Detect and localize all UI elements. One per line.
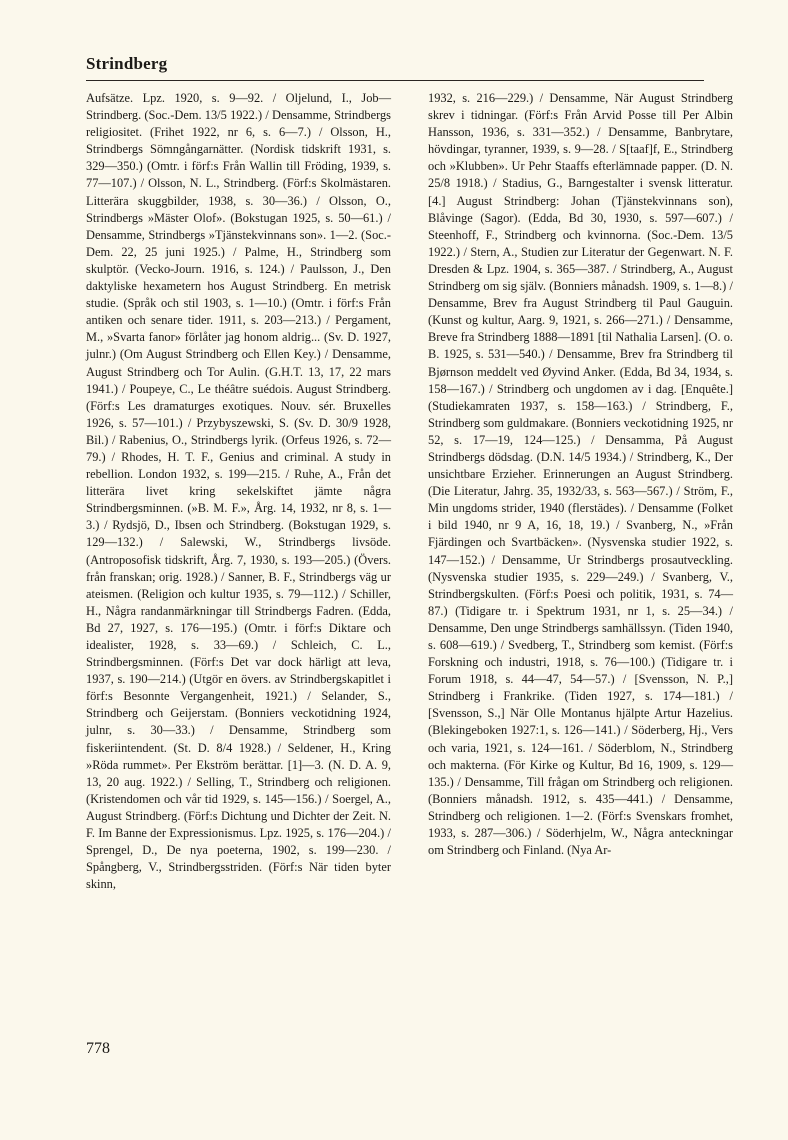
page-number: 778 [86,1040,110,1057]
left-column [86,90,391,893]
right-column-text: 1932, s. 216—229.) / Densamme, När August Strindberg skrev i tidningar. (Förf:s Från Arvid Posse till Per Albin Hansson, 1936, s. 331—352.) / Densamme, Banbrytare, hövdingar, tyranner, 1939, s. 9—28. / S[taaf]f, E., Strindberg och »Klubben». Ur Pehr Staaffs efterlämnade papper. (D. N. 25/8 1918.) / Stadius, G., Barngestalter i svensk litteratur. [4.] August Strindberg: Johan (Tjänstekvinnans son), Blåvinge (Sagor). (Edda, Bd 30, 1930, s. 597—607.) / Steenhoff, F., Strindberg och kvinnorna. (Soc.-Dem. 13/5 1922.) / Stern, A., Studien zur Literatur der Gegenwart. N. F. Dresden & Lpz. 1904, s. 365—387. / Strindberg, A., August Strindberg om sig själv. (Bonniers månadsh. 1909, s. 1—8.) / Densamme, Brev fra August Strindberg til Paul Gauguin. (Kunst og kultur, Aarg. 9, 1921, s. 266—271.) / Densamme, Breve fra Strindberg 1888—1891 [til Nathalia Larsen]. (O. o. B. 1925, s. 531—540.) / Densamme, Brev fra Strindberg til Bjørnson meddelt ved Øyvind Anker. (Edda, Bd 34, 1934, s. 158—167.) / Strindberg och ungdomen av i dag. [Enquête.] (Studiekamraten 1937, s. 158—163.) / Strindberg, F., Strindberg som guldmakare. (Bonniers veckotidning 1925, nr 52, s. 17—19, 124—125.) / Densamma, På August Strindbergs dödsdag. (D.N. 14/5 1934.) / Strindberg, K., Der unsichtbare Erzieher. Erinnerungen an August Strindberg. (Die Literatur, Jahrg. 35, 1932/33, s. 563—567.) / Ström, F., Min ungdoms strider, 1940 (flerstädes). / Densamme (Folket i bild 1940, nr 9 A, 16, 18, 19.) / Svanberg, N., »Från Fjärdingen och Svartbäcken». (Nysvenska studier 1922, s. 147—152.) / Densamme, Ur Strindbergs prosautveckling. (Nysvenska studier 1935, s. 229—249.) / Svanberg, V., Strindbergskulten. (Förf:s Poesi och politik, 1931, s. 74—87.) (Tidigare tr. i Spektrum 1931, nr 1, s. 25—34.) / Densamme, Den unge Strindbergs samhällssyn. (Tiden 1940, s. 608—619.) / Svedberg, T., Strindberg som kemist. (Förf:s Forskning och industri, 1918, s. 76—100.) (Tidigare tr. i Forum 1918, s. 44—47, 54—57.) / [Svensson, N. P.,] Strindberg i Frankrike. (Tiden 1927, s. 174—181.) / [Svensson, S.,] När Olle Montanus hjälpte Artur Hazelius. (Blekingeboken 1927:1, s. 126—141.) / Söderberg, Hj., Vers och varia, 1921, s. 124—161. / Söderblom, N., Strindberg och makterna. (För Kirke og Kultur, Bd 16, 1909, s. 129—135.) / Densamme, Till frågan om Strindberg och religionen. (Bonniers månadsh. 1912, s. 435—441.) / Densamme, Strindberg och religionen. 1—2. (Förf:s Svenskars fromhet, 1933, s. 287—306.) / Söderhjelm, W., Några anteckningar om Strindberg och Finland. (Nya Ar- [428,91,733,858]
right-column [428,90,733,859]
running-head: Strindberg [86,54,168,73]
left-column-text: Aufsätze. Lpz. 1920, s. 9—92. / Oljelund, I., Job—Strindberg. (Soc.-Dem. 13/5 1922.) / Densamme, Strindbergs religiositet. (Frihet 1922, nr 6, s. 6—7.) / Olsson, H., Strindbergs Sömngångarnätter. (Nordisk tidskrift 1931, s. 329—350.) (Omtr. i förf:s Från Wallin till Fröding, 1939, s. 77—107.) / Olsson, N. L., Strindberg. (Förf:s Skolmästaren. Litterära skuggbilder, 1938, s. 30—36.) / Olsson, O., Strindbergs »Mäster Olof». (Bokstugan 1925, s. 50—61.) / Densamme, Strindbergs »Tjänstekvinnans son». 1—2. (Soc.-Dem. 22, 25 juni 1925.) / Palme, H., Strindberg som skulptör. (Vecko-Journ. 1916, s. 124.) / Paulsson, J., Den daktyliske hexametern hos August Strindberg. En metrisk studie. (Språk och stil 1903, s. 1—10.) (Omtr. i förf:s Från antiken och senare tider. 1911, s. 203—213.) / Pergament, M., »Svarta fanor» förlåter jag honom aldrig... (Sv. D. 1927, julnr.) (Om August Strindberg och Ellen Key.) / Densamme, August Strindberg och Tor Aulin. (G.H.T. 13, 17, 22 mars 1941.) / Poupeye, C., Le théâtre suédois. August Strindberg. (Förf:s Les dramaturges exotiques. Nouv. sér. Bruxelles 1926, s. 57—101.) / Przybyszewski, S. (Sv. D. 30/9 1928, Bil.) / Rabenius, O., Strindbergs lyrik. (Orfeus 1926, s. 72—79.) / Rhodes, H. T. F., Genius and criminal. A study in rebellion. London 1932, s. 199—215. / Ruhe, A., Från det litterära livet kring sekelskiftet jämte några Strindbergsminnen. (»B. M. F.», Årg. 14, 1932, nr 8, s. 1—3.) / Rydsjö, D., Ibsen och Strindberg. (Bokstugan 1929, s. 129—132.) / Salewski, W., Strindbergs livsöde. (Antroposofisk tidskrift, Årg. 7, 1930, s. 193—205.) (Övers. från franskan; orig. 1928.) / Sanner, B. F., Strindbergs väg ur ateismen. (Religion och kultur 1935, s. 79—112.) / Schiller, H., Några randanmärkningar till Strindbergs Fadren. (Edda, Bd 27, 1927, s. 176—195.) (Omtr. i förf:s Diktare och idealister, 1928, s. 33—69.) / Schleich, C. L., Strindbergsminnen. (Förf:s Det var dock härligt att leva, 1937, s. 190—214.) (Utgör en övers. av Strindbergskapitlet i förf:s Besonnte Vergangenheit, 1921.) / Selander, S., Strindberg och Geijerstam. (Bonniers veckotidning 1924, julnr, s. 30—33.) / Densamme, Strindberg som fiskeriintendent. (St. D. 8/4 1928.) / Seldener, H., Kring »Röda rummet». Per Ekström berättar. [1]—3. (N. D. A. 9, 13, 20 aug. 1922.) / Selling, T., Strindberg och religionen. (Kristendomen och vår tid 1929, s. 145—156.) / Soergel, A., August Strindberg. (Förf:s Dichtung und Dichter der Zeit. N. F. Im Banne der Expressionismus. Lpz. 1925, s. 176—204.) / Sprengel, D., De nya poeterna, 1902, s. 199—230. / Spångberg, V., Strindbergsstriden. (Förf:s När tiden byter skinn, [86,91,391,892]
header-rule [86,80,704,81]
